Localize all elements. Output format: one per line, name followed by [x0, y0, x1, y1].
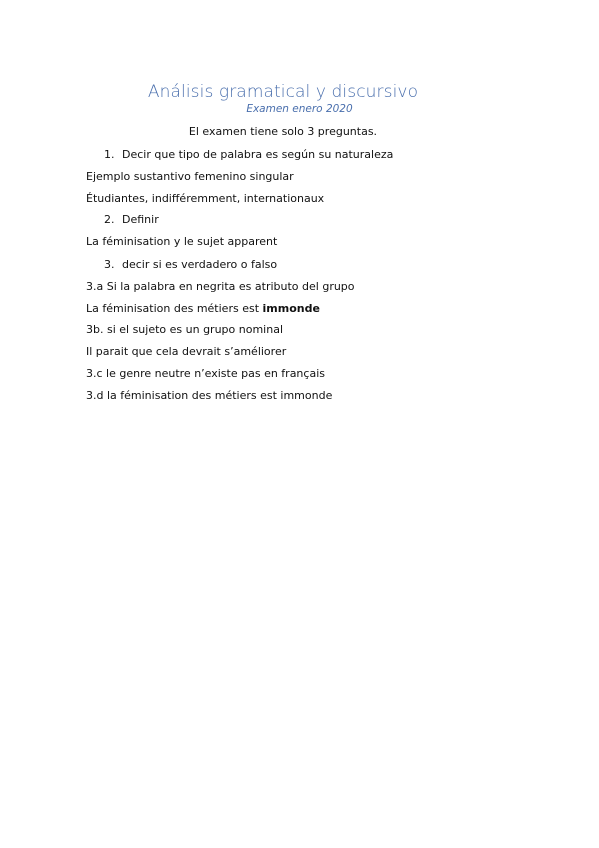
question-3a: 3.a Si la palabra en negrita es atributo del grupo — [86, 280, 355, 293]
question-3a-sentence-prefix: La féminisation des métiers est — [86, 302, 263, 315]
question-3-number: 3. — [104, 258, 115, 271]
question-3-text: decir si es verdadero o falso — [122, 258, 278, 271]
question-2-text-line: La féminisation y le sujet apparent — [86, 235, 278, 248]
question-1-number: 1. — [104, 148, 115, 161]
question-3a-sentence — [86, 301, 320, 316]
question-2-number: 2. — [104, 213, 115, 226]
question-3 — [104, 257, 277, 272]
question-3c: 3.c le genre neutre n’existe pas en français — [86, 367, 325, 380]
document-title: Análisis gramatical y discursivo — [147, 82, 419, 102]
question-1 — [104, 147, 393, 162]
question-2-text: Definir — [122, 213, 159, 226]
question-2 — [104, 212, 159, 227]
question-3b: 3b. si el sujeto es un grupo nominal — [86, 323, 284, 336]
question-3d: 3.d la féminisation des métiers est immonde — [86, 389, 333, 402]
intro-text: El examen tiene solo 3 preguntas. — [188, 125, 378, 138]
question-1-words: Étudiantes, indifféremment, internationaux — [86, 192, 325, 205]
question-3b-sentence: Il parait que cela devrait s’améliorer — [86, 345, 287, 358]
question-1-text: Decir que tipo de palabra es según su naturaleza — [122, 148, 394, 161]
document-subtitle: Examen enero 2020 — [246, 103, 353, 115]
question-3a-bold-word: immonde — [262, 302, 320, 315]
question-1-example: Ejemplo sustantivo femenino singular — [86, 170, 294, 183]
